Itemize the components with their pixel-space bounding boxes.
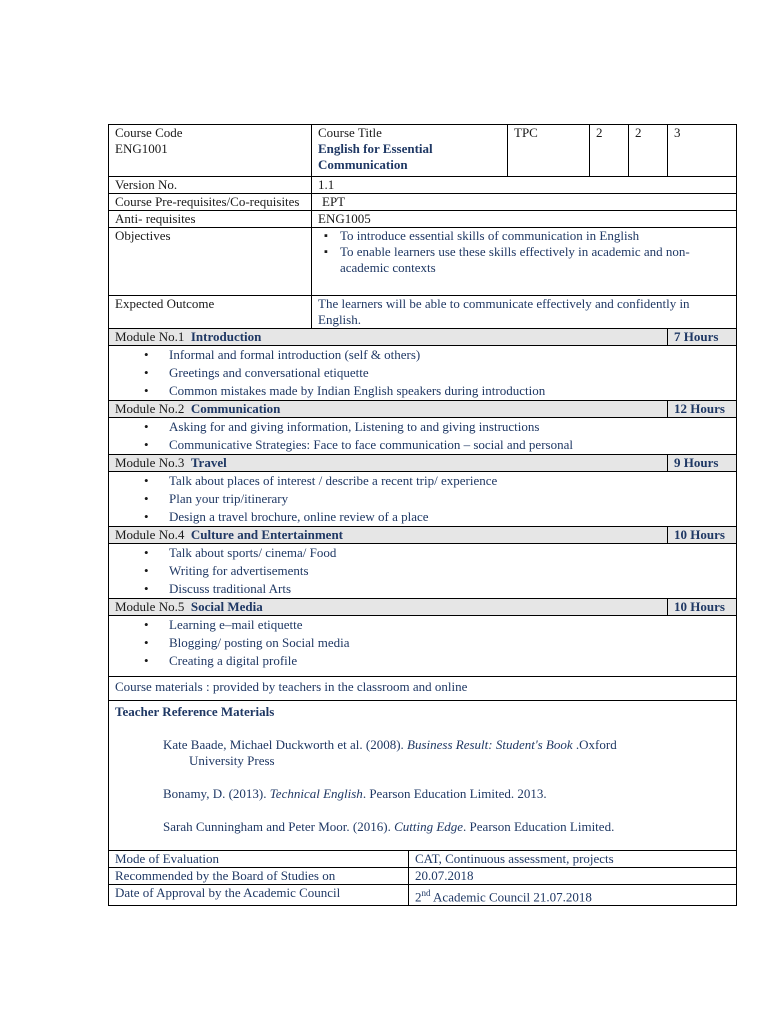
reference-publisher: . Pearson Education Limited.	[463, 819, 615, 834]
module-items	[115, 616, 730, 670]
references-row	[109, 701, 737, 851]
module-content-1	[109, 346, 737, 401]
anti-label: Anti- requisites	[109, 211, 312, 228]
tpc-t: 2	[590, 125, 629, 177]
objective-item: ▪ To introduce essential skills of communication in English	[340, 228, 730, 244]
header-row	[109, 125, 737, 177]
module-items	[115, 544, 730, 598]
module-hours: 10 Hours	[668, 599, 737, 616]
objectives-list	[318, 228, 730, 276]
approval-ordinal: 2	[415, 889, 422, 905]
reference-title: Business Result: Student's Book	[407, 737, 573, 752]
module-title-cell	[109, 455, 668, 472]
reference-title: Technical English	[269, 786, 363, 801]
references-cell	[109, 701, 737, 851]
module-title: Travel	[190, 455, 227, 470]
reference-title: Cutting Edge	[394, 819, 464, 834]
list-item: • Learning e–mail etiquette	[169, 616, 730, 634]
module-number: 5	[177, 599, 185, 614]
references-heading: Teacher Reference Materials	[115, 704, 275, 719]
module-items-cell	[109, 472, 737, 527]
module-header-1	[109, 329, 737, 346]
module-number: 3	[177, 455, 185, 470]
tpc-p: 2	[629, 125, 668, 177]
module-number: 4	[177, 527, 185, 542]
module-items-cell	[109, 418, 737, 455]
evaluation-row	[109, 851, 737, 868]
module-content-3	[109, 472, 737, 527]
module-prefix: Module No.	[115, 455, 178, 470]
reference-publisher: . Pearson Education Limited. 2013.	[362, 786, 547, 801]
module-hours: 12 Hours	[668, 401, 737, 418]
module-title-cell	[109, 329, 668, 346]
module-title: Culture and Entertainment	[190, 527, 343, 542]
module-content-5	[109, 616, 737, 677]
tpc-label: TPC	[508, 125, 590, 177]
module-title: Social Media	[190, 599, 263, 614]
anti-row	[109, 211, 737, 228]
module-header-2	[109, 401, 737, 418]
reference-authors: Bonamy, D. (2013).	[163, 786, 270, 801]
list-item: • Common mistakes made by Indian English speakers during introduction	[169, 382, 730, 400]
module-hours: 7 Hours	[668, 329, 737, 346]
reference-item	[115, 786, 730, 802]
course-code: ENG1001	[115, 141, 168, 156]
course-table	[108, 124, 737, 906]
board-value: 20.07.2018	[409, 868, 737, 885]
syllabus-document	[108, 124, 736, 906]
objectives-label: Objectives	[109, 228, 312, 296]
evaluation-value: CAT, Continuous assessment, projects	[409, 851, 737, 868]
evaluation-label: Mode of Evaluation	[109, 851, 409, 868]
course-code-cell	[109, 125, 312, 177]
module-title-cell	[109, 527, 668, 544]
reference-item	[115, 737, 730, 753]
module-prefix: Module No.	[115, 329, 178, 344]
objective-item: ▪ To enable learners use these skills effectively in academic and non-academic contexts	[340, 244, 730, 276]
list-item: • Discuss traditional Arts	[169, 580, 730, 598]
approval-value	[409, 885, 737, 906]
list-item: • Talk about places of interest / describe a recent trip/ experience	[169, 472, 730, 490]
outcome-label: Expected Outcome	[109, 296, 312, 329]
course-title: English for Essential Communication	[318, 141, 433, 172]
module-prefix: Module No.	[115, 401, 178, 416]
tpc-c: 3	[668, 125, 737, 177]
module-content-4	[109, 544, 737, 599]
reference-authors: Sarah Cunningham and Peter Moor. (2016).	[163, 819, 395, 834]
version-row	[109, 177, 737, 194]
board-row	[109, 868, 737, 885]
list-item: • Talk about sports/ cinema/ Food	[169, 544, 730, 562]
reference-continuation: University Press	[189, 753, 275, 768]
module-items-cell	[109, 544, 737, 599]
list-item: • Communicative Strategies: Face to face communication – social and personal	[169, 436, 730, 454]
anti-value: ENG1005	[312, 211, 737, 228]
materials-text: Course materials : provided by teachers in the classroom and online	[109, 677, 737, 701]
approval-label: Date of Approval by the Academic Council	[109, 885, 409, 906]
list-item: • Writing for advertisements	[169, 562, 730, 580]
reference-item	[115, 819, 730, 835]
reference-authors: Kate Baade, Michael Duckworth et al. (2008).	[163, 737, 408, 752]
reference-publisher: .Oxford	[572, 737, 617, 752]
list-item: • Blogging/ posting on Social media	[169, 634, 730, 652]
module-header-4	[109, 527, 737, 544]
module-title: Introduction	[190, 329, 262, 344]
module-items-cell	[109, 346, 737, 401]
list-item: • Asking for and giving information, Listening to and giving instructions	[169, 418, 730, 436]
objectives-cell	[312, 228, 737, 296]
module-hours: 9 Hours	[668, 455, 737, 472]
module-header-5	[109, 599, 737, 616]
module-items-cell	[109, 616, 737, 677]
module-items	[115, 472, 730, 526]
version-label: Version No.	[109, 177, 312, 194]
list-item: • Design a travel brochure, online review of a place	[169, 508, 730, 526]
materials-row	[109, 677, 737, 701]
module-number: 1	[177, 329, 185, 344]
module-items	[115, 418, 730, 454]
course-code-label: Course Code	[115, 125, 183, 140]
module-title: Communication	[190, 401, 281, 416]
module-header-3	[109, 455, 737, 472]
module-content-2	[109, 418, 737, 455]
prereq-value: EPT	[312, 194, 737, 211]
version-value: 1.1	[312, 177, 737, 194]
objectives-row	[109, 228, 737, 296]
outcome-value: The learners will be able to communicate effectively and confidently in English.	[312, 296, 737, 329]
module-prefix: Module No.	[115, 599, 178, 614]
list-item: • Greetings and conversational etiquette	[169, 364, 730, 382]
module-title-cell	[109, 599, 668, 616]
list-item: • Informal and formal introduction (self & others)	[169, 346, 730, 364]
list-item: • Plan your trip/itinerary	[169, 490, 730, 508]
course-title-cell	[312, 125, 508, 177]
module-number: 2	[177, 401, 185, 416]
approval-text: Academic Council 21.07.2018	[430, 889, 592, 905]
board-label: Recommended by the Board of Studies on	[109, 868, 409, 885]
module-items	[115, 346, 730, 400]
module-title-cell	[109, 401, 668, 418]
prereq-label: Course Pre-requisites/Co-requisites	[109, 194, 312, 211]
module-prefix: Module No.	[115, 527, 178, 542]
approval-ordinal-suffix: nd	[421, 888, 431, 898]
outcome-row	[109, 296, 737, 329]
prereq-row	[109, 194, 737, 211]
list-item: • Creating a digital profile	[169, 652, 730, 670]
approval-row	[109, 885, 737, 906]
course-title-label: Course Title	[318, 125, 382, 140]
module-hours: 10 Hours	[668, 527, 737, 544]
